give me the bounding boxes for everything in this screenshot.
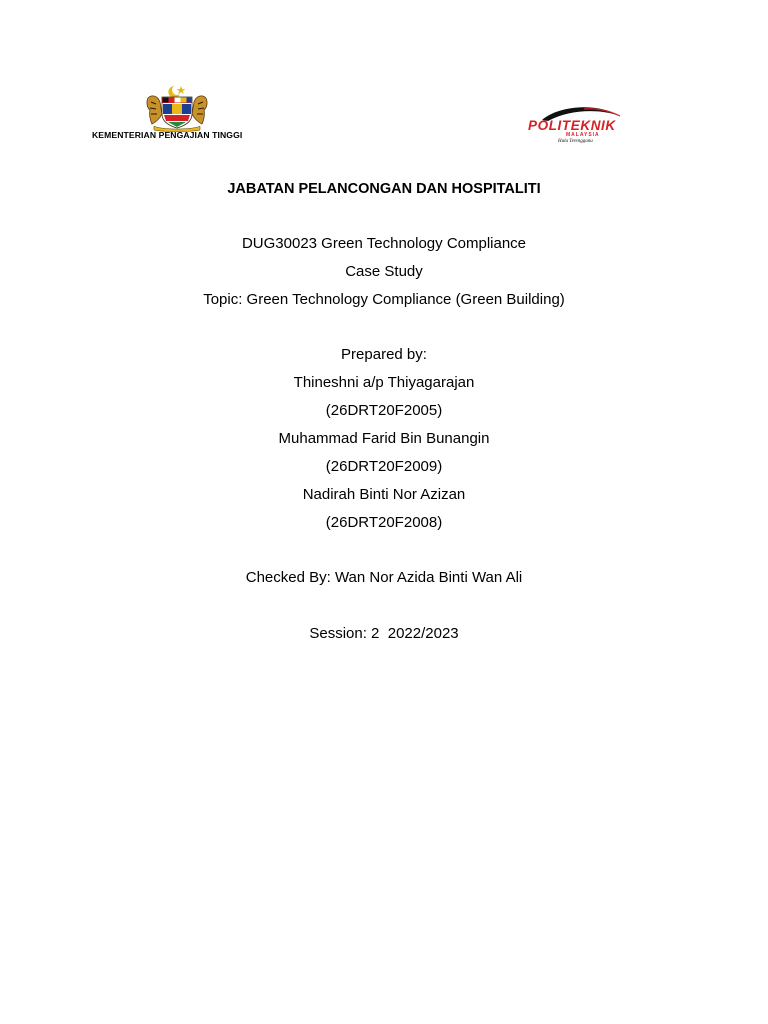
politeknik-logo-icon bbox=[524, 104, 634, 144]
svg-text:POLITEKNIK: POLITEKNIK bbox=[528, 118, 616, 133]
session-line: Session: 2 2022/2023 bbox=[309, 625, 459, 642]
author-id: (26DRT20F2005) bbox=[325, 402, 443, 419]
author-id: (26DRT20F2008) bbox=[325, 514, 443, 531]
checked-by: Checked By: Wan Nor Azida Binti Wan Ali bbox=[245, 569, 523, 586]
ministry-logo bbox=[88, 84, 268, 146]
author-id: (26DRT20F2009) bbox=[325, 458, 443, 475]
prepared-by-label: Prepared by: bbox=[341, 346, 427, 363]
ministry-name: KEMENTERIAN PENGAJIAN TINGGI bbox=[92, 130, 243, 140]
topic-line: Topic: Green Technology Compliance (Green Building) bbox=[203, 291, 565, 308]
author-name: Nadirah Binti Nor Azizan bbox=[302, 486, 466, 503]
svg-text:MALAYSIA: MALAYSIA bbox=[566, 132, 600, 138]
author-name: Muhammad Farid Bin Bunangin bbox=[278, 430, 490, 447]
coat-of-arms-icon bbox=[144, 84, 210, 132]
department-heading: JABATAN PELANCONGAN DAN HOSPITALITI bbox=[227, 181, 541, 197]
document-type: Case Study bbox=[345, 263, 423, 280]
svg-text:Hulu Terengganu: Hulu Terengganu bbox=[558, 139, 593, 144]
course-title: DUG30023 Green Technology Compliance bbox=[241, 235, 527, 252]
author-name: Thineshni a/p Thiyagarajan bbox=[293, 374, 475, 391]
